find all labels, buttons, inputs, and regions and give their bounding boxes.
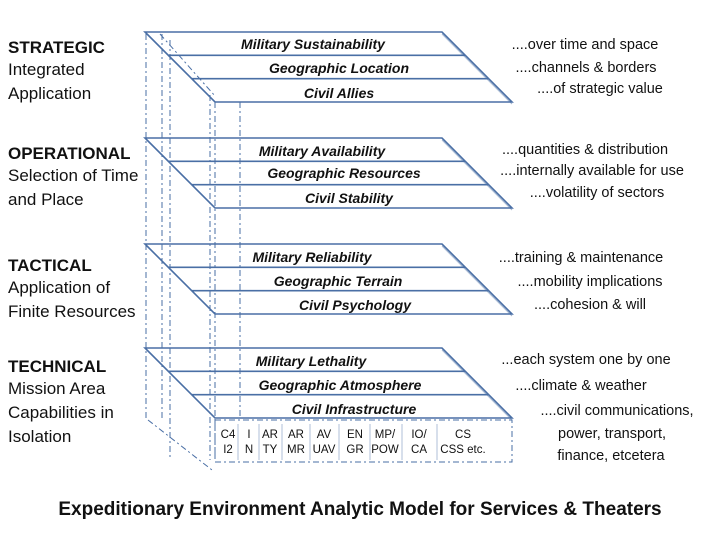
column-label	[371, 428, 398, 458]
level-note: power, transport,	[558, 426, 666, 442]
column-top: CS	[455, 429, 471, 441]
plane-label: Military Lethality	[255, 353, 367, 369]
level-title: TECHNICAL	[8, 357, 107, 376]
footer-title: Expeditionary Environment Analytic Model for Services & Theaters	[58, 499, 662, 520]
level-title: OPERATIONAL	[8, 144, 131, 163]
column-label	[346, 428, 363, 458]
level-description: Selection of Time	[8, 166, 139, 185]
column-bottom: CA	[411, 444, 427, 456]
level-strategic	[8, 38, 158, 106]
column-label	[313, 428, 336, 458]
column-bottom: CSS etc.	[440, 444, 486, 456]
plane-label: Military Availability	[258, 143, 386, 159]
plane-label: Geographic Resources	[267, 165, 421, 181]
column-top: EN	[347, 429, 363, 441]
plane-label: Civil Stability	[305, 190, 393, 206]
level-note: ....mobility implications	[517, 274, 663, 290]
level-note: finance, etcetera	[557, 448, 665, 464]
level-tactical	[8, 256, 158, 324]
column-bottom: TY	[262, 444, 278, 456]
column-bottom: GR	[346, 444, 364, 456]
level-note: ....volatility of sectors	[529, 185, 665, 201]
column-bottom: I2	[223, 444, 233, 456]
column-label	[440, 428, 485, 458]
level-note: ....channels & borders	[515, 60, 657, 76]
level-operational	[8, 144, 158, 212]
level-description: Mission Area	[8, 379, 106, 398]
plane-label: Civil Allies	[303, 85, 375, 101]
level-description: Application	[8, 84, 92, 103]
column-bottom: N	[244, 444, 254, 456]
level-title: STRATEGIC	[8, 38, 105, 57]
level-note: ...each system one by one	[501, 352, 671, 368]
level-note: ....of strategic value	[537, 81, 663, 97]
column-label	[221, 428, 236, 458]
column-top: IO/	[411, 429, 427, 441]
column-label	[245, 428, 253, 458]
level-note: ....climate & weather	[515, 378, 647, 394]
column-top: I	[247, 429, 251, 441]
plane-label: Geographic Atmosphere	[258, 377, 422, 393]
column-bottom: UAV	[312, 444, 336, 456]
plane-label: Civil Psychology	[298, 297, 412, 313]
level-description: Application of	[8, 278, 111, 297]
connector-diagonal	[160, 34, 215, 96]
plane-label: Geographic Terrain	[273, 273, 403, 289]
column-top: MP/	[374, 429, 396, 441]
column-label	[287, 428, 305, 458]
level-note: ....over time and space	[511, 37, 659, 53]
level-technical	[8, 357, 158, 449]
column-bottom: POW	[371, 444, 399, 456]
level-description: and Place	[8, 190, 84, 209]
level-note: ....quantities & distribution	[501, 142, 669, 158]
column-top: AV	[316, 429, 332, 441]
level-description: Capabilities in	[8, 403, 114, 422]
column-label	[262, 428, 278, 458]
column-top: AR	[288, 429, 304, 441]
plane-label: Military Sustainability	[241, 36, 385, 52]
column-bottom: MR	[287, 444, 305, 456]
level-description: Isolation	[8, 427, 72, 446]
plane-shadow-edge	[442, 34, 512, 104]
plane-label: Military Reliability	[252, 249, 372, 265]
level-note: ....training & maintenance	[498, 250, 664, 266]
level-description: Finite Resources	[8, 302, 136, 321]
level-note: ....civil communications,	[540, 403, 694, 419]
column-top: C4	[220, 429, 236, 441]
column-top: AR	[262, 429, 278, 441]
level-title: TACTICAL	[8, 256, 92, 275]
plane-label: Civil Infrastructure	[291, 401, 417, 417]
column-label	[411, 428, 427, 458]
plane-label: Geographic Location	[268, 60, 410, 76]
level-note: ....internally available for use	[500, 163, 684, 179]
level-description: Integrated	[8, 60, 85, 79]
level-note: ....cohesion & will	[533, 297, 647, 313]
